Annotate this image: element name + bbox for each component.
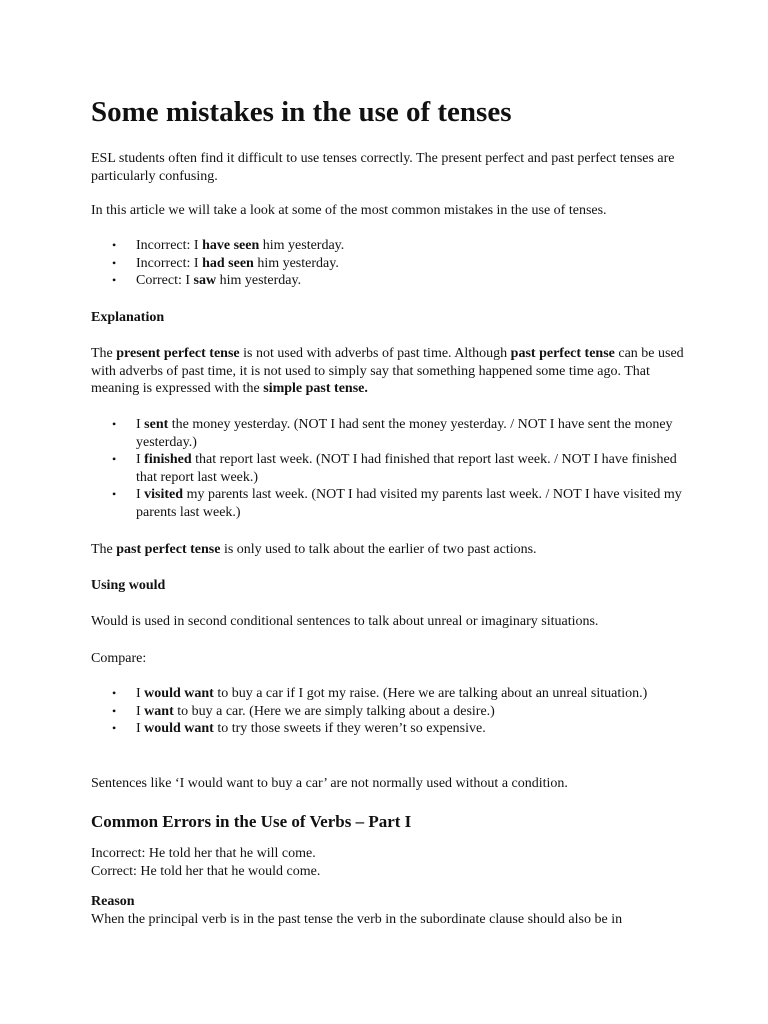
page-title: Some mistakes in the use of tenses <box>91 96 512 128</box>
list-item: • I would want to try those sweets if they weren’t so expensive. <box>112 721 486 736</box>
incorrect-line: Incorrect: He told her that he will come. <box>91 846 316 861</box>
bullet-icon: • <box>112 487 117 501</box>
explanation-heading: Explanation <box>91 310 165 325</box>
list-item: • I finished that report last week. (NOT I had finished that report last week. / NOT I have finished that report last week.) <box>112 452 677 485</box>
bullet-icon: • <box>112 721 117 735</box>
list-item: • Incorrect: I had seen him yesterday. <box>112 255 339 271</box>
examples-list-3 <box>91 685 691 738</box>
would-note: Sentences like ‘I would want to buy a car’ are not normally used without a condition. <box>91 776 568 791</box>
correct-line: Correct: He told her that he would come. <box>91 864 321 879</box>
using-would-heading: Using would <box>91 578 166 593</box>
list-item: • I would want to buy a car if I got my raise. (Here we are talking about an unreal situation.) <box>112 686 648 701</box>
reason-paragraph: When the principal verb is in the past tense the verb in the subordinate clause should also be in <box>91 912 623 927</box>
past-perfect-note: The past perfect tense is only used to talk about the earlier of two past actions. <box>91 542 537 557</box>
would-paragraph: Would is used in second conditional sentences to talk about unreal or imaginary situations. <box>91 614 599 629</box>
bullet-icon: • <box>112 238 117 252</box>
reason-heading: Reason <box>91 894 135 909</box>
bullet-icon: • <box>112 452 117 466</box>
intro-paragraph-2: In this article we will take a look at some of the most common mistakes in the use of tenses. <box>91 203 607 218</box>
section-title: Common Errors in the Use of Verbs – Part I <box>91 812 412 831</box>
examples-list-2 <box>91 416 691 521</box>
list-item: • I sent the money yesterday. (NOT I had sent the money yesterday. / NOT I have sent the money yesterday.) <box>112 417 673 450</box>
compare-label: Compare: <box>91 651 147 666</box>
intro-paragraph: ESL students often find it difficult to use tenses correctly. The present perfect and past perfect tenses are particularly confusing. <box>91 151 675 184</box>
bullet-icon: • <box>112 273 117 287</box>
bullet-icon: • <box>112 417 117 431</box>
list-item: • Correct: I saw him yesterday. <box>112 273 302 288</box>
bullet-icon: • <box>112 703 117 718</box>
list-item: • Incorrect: I have seen him yesterday. <box>112 238 345 253</box>
explanation-paragraph: The present perfect tense is not used with adverbs of past time. Although past perfect tense can be used with adverbs of past time, it is not used to simply say that something happened some time ago. That meaning is expressed with the simple past tense. <box>91 346 684 396</box>
bullet-icon: • <box>112 686 117 700</box>
examples-list <box>91 237 691 290</box>
list-item: • I visited my parents last week. (NOT I had visited my parents last week. / NOT I have visited my parents last week.) <box>112 487 682 520</box>
list-item: • I want to buy a car. (Here we are simply talking about a desire.) <box>112 703 495 719</box>
bullet-icon: • <box>112 255 117 270</box>
